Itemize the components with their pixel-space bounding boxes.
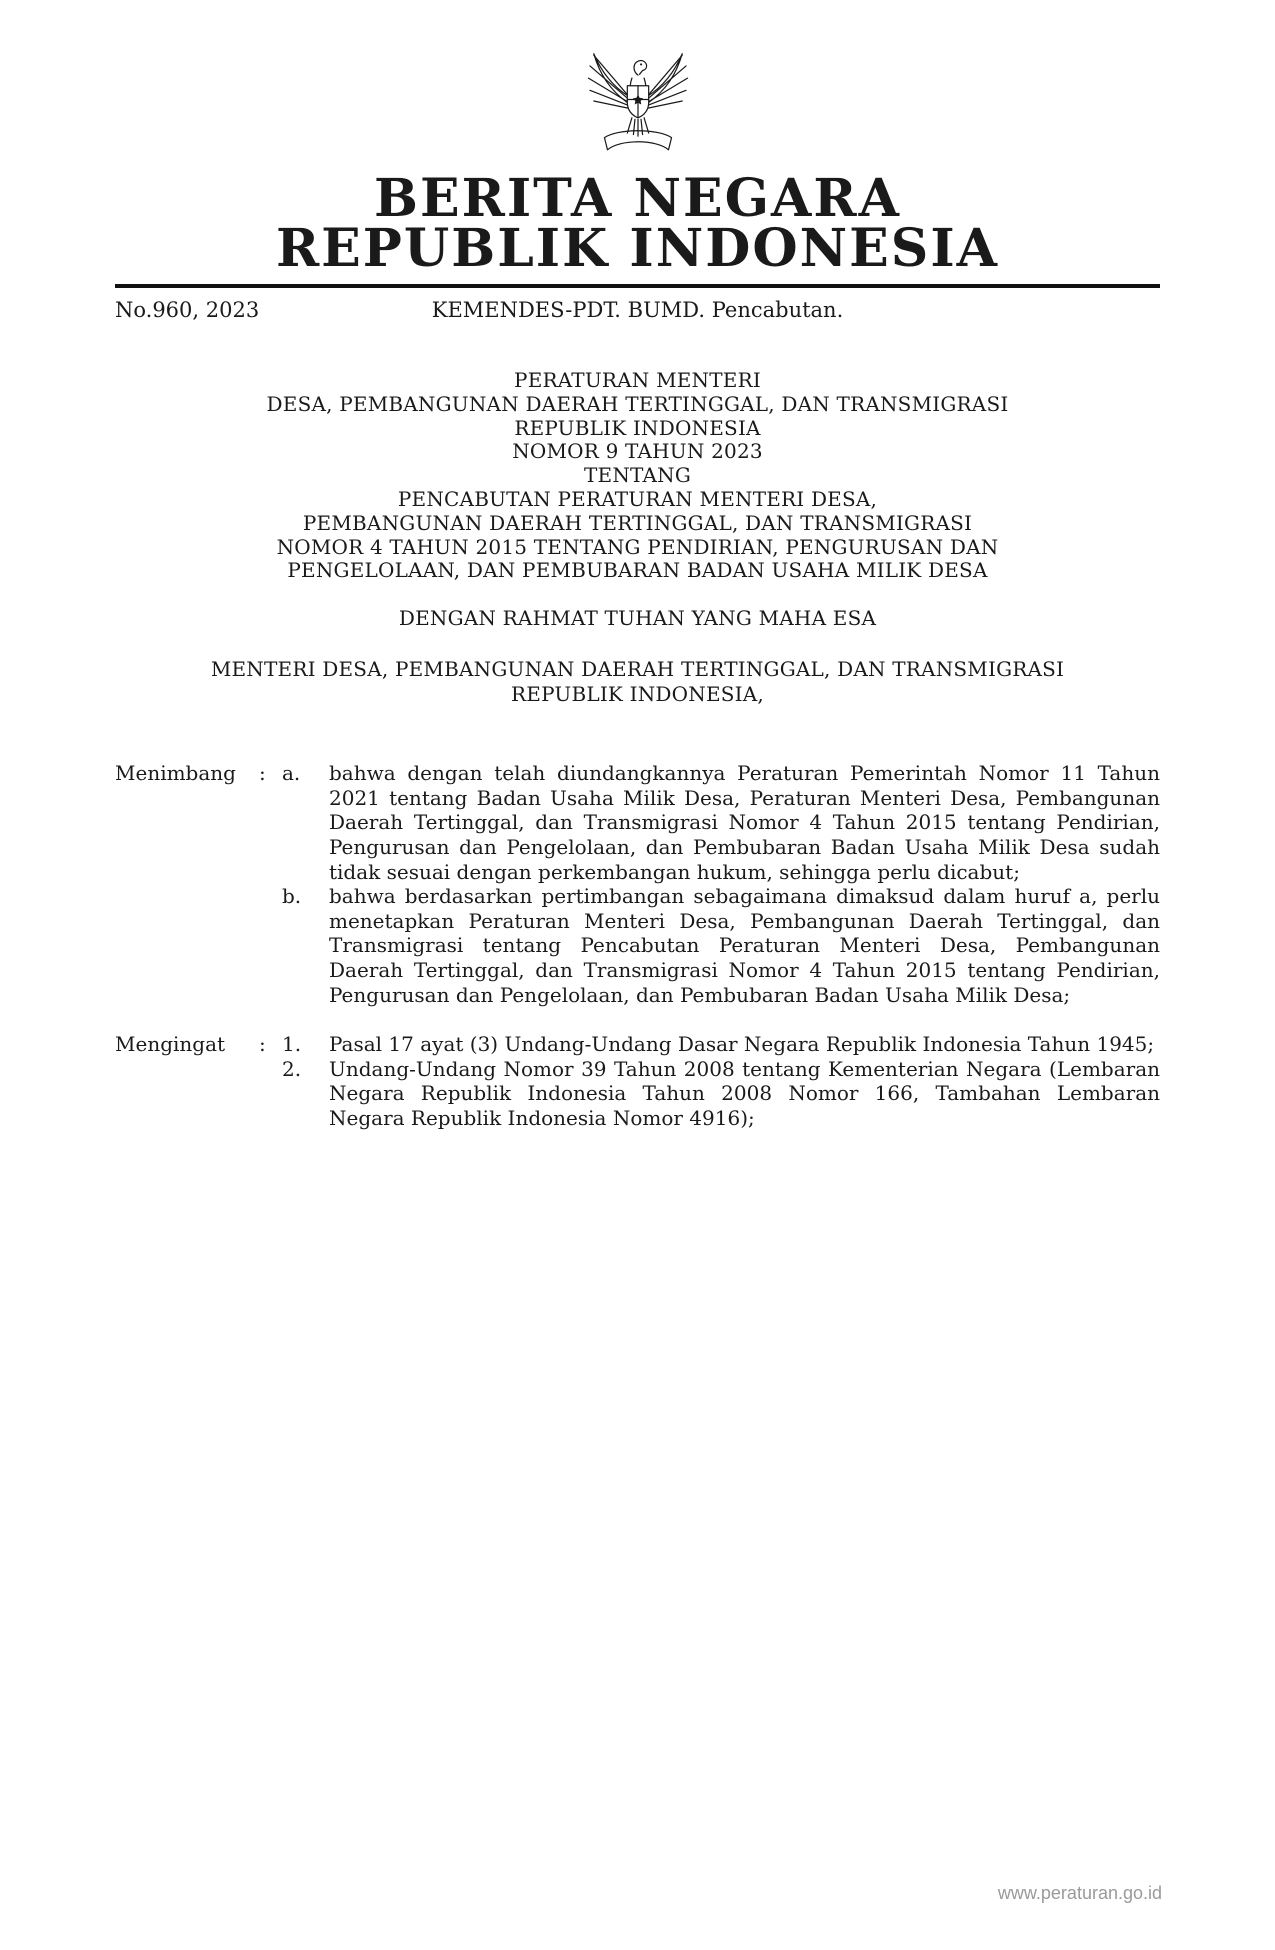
item-text: bahwa dengan telah diundangkannya Peraturan Pemerintah Nomor 11 Tahun 2021 tentang Badan Usaha Milik Desa, Peraturan Menteri Desa, Pembangunan Daerah Tertinggal, dan Transmigrasi Nomor 4 Tahun 2015 tentang Pendirian, Pengurusan dan Pengelolaan, dan Pembubaran Badan Usaha Milik Desa sudah tidak sesuai dengan perkembangan hukum, sehingga perlu dicabut;	[329, 761, 1160, 884]
considering-colon: :	[259, 761, 266, 786]
item-marker: b.	[282, 884, 302, 909]
remembering-items	[282, 1032, 1160, 1130]
considering-items	[282, 761, 1160, 1007]
remembering-item-1	[282, 1032, 1160, 1057]
title-line: PENGELOLAAN, DAN PEMBUBARAN BADAN USAHA MILIK DESA	[287, 558, 988, 583]
authority-line2: REPUBLIK INDONESIA,	[511, 681, 764, 706]
gazette-meta-row	[115, 297, 1160, 323]
title-line: REPUBLIK INDONESIA	[514, 415, 761, 440]
title-line: PEMBANGUNAN DAERAH TERTINGGAL, DAN TRANSMIGRASI	[302, 510, 973, 535]
watermark-url: www.peraturan.go.id	[997, 1883, 1162, 1903]
remembering-section	[115, 1032, 1160, 1130]
remembering-colon: :	[259, 1032, 266, 1057]
subject-line: KEMENDES-PDT. BUMD. Pencabutan.	[431, 298, 844, 322]
header-rule	[115, 284, 1160, 288]
item-text: Pasal 17 ayat (3) Undang-Undang Dasar Negara Republik Indonesia Tahun 1945;	[329, 1032, 1155, 1057]
authority-block	[115, 657, 1160, 706]
item-marker: a.	[282, 761, 301, 786]
title-line: PERATURAN MENTERI	[514, 368, 761, 392]
item-marker: 1.	[282, 1032, 302, 1057]
considering-item-b	[282, 884, 1160, 1007]
title-line: TENTANG	[583, 463, 691, 488]
title-line: NOMOR 9 TAHUN 2023	[512, 439, 763, 464]
title-line: PENCABUTAN PERATURAN MENTERI DESA,	[397, 486, 878, 511]
title-line: DESA, PEMBANGUNAN DAERAH TERTINGGAL, DAN TRANSMIGRASI	[266, 391, 1009, 416]
remembering-item-2	[282, 1057, 1160, 1131]
considering-item-a	[282, 761, 1160, 884]
emblem-container	[115, 40, 1160, 162]
gazette-masthead	[115, 168, 1160, 279]
considering-label: Menimbang	[115, 761, 236, 786]
item-text: Undang-Undang Nomor 39 Tahun 2008 tentang Kementerian Negara (Lembaran Negara Republik Indonesia Tahun 2008 Nomor 166, Tambahan Lembaran Negara Republik Indonesia Nomor 4916);	[329, 1056, 1160, 1130]
gazette-title-line2: REPUBLIK INDONESIA	[275, 218, 1000, 279]
invocation-line: DENGAN RAHMAT TUHAN YANG MAHA ESA	[398, 606, 877, 631]
considering-section	[115, 761, 1160, 1007]
authority-line1: MENTERI DESA, PEMBANGUNAN DAERAH TERTINGGAL, DAN TRANSMIGRASI	[210, 657, 1065, 682]
garuda-emblem-icon	[582, 40, 694, 162]
item-marker: 2.	[282, 1056, 302, 1081]
gazette-title-line1: BERITA NEGARA	[374, 168, 901, 229]
item-text: bahwa berdasarkan pertimbangan sebagaimana dimaksud dalam huruf a, perlu menetapkan Peraturan Menteri Desa, Pembangunan Daerah Tertinggal, dan Transmigrasi tentang Pencabutan Peraturan Menteri Desa, Pembangunan Daerah Tertinggal, dan Transmigrasi Nomor 4 Tahun 2015 tentang Pendirian, Pengurusan dan Pengelolaan, dan Pembubaran Badan Usaha Milik Desa;	[329, 884, 1160, 1007]
regulation-title-block	[115, 369, 1160, 583]
title-line: NOMOR 4 TAHUN 2015 TENTANG PENDIRIAN, PENGURUSAN DAN	[276, 534, 999, 559]
remembering-label: Mengingat	[115, 1032, 226, 1057]
issue-number: No.960, 2023	[115, 298, 260, 322]
